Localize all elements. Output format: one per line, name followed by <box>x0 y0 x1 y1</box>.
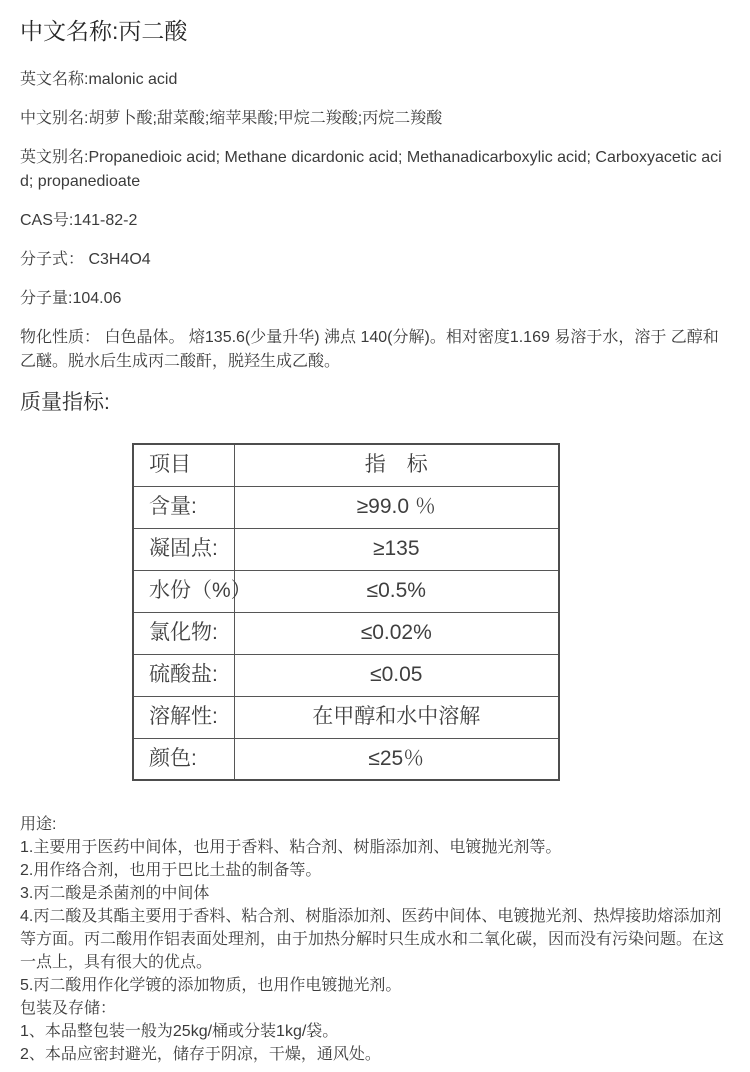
storage-item: 1、本品整包装一般为25kg/桶或分装1kg/袋。 <box>20 1023 339 1040</box>
table-header-spec: 指 标 <box>234 444 559 486</box>
row-value: ≤0.02% <box>234 612 559 654</box>
row-value: ≤25％ <box>234 738 559 780</box>
row-value: ≥99.0 ％ <box>234 486 559 528</box>
table-row-color <box>133 738 559 780</box>
table-row-content <box>133 486 559 528</box>
info-english-alias: 英文别名:Propanedioic acid; Methane dicardonic acid; Methanadicarboxylic acid; Carboxyacetic acid; propanedioate <box>20 149 722 190</box>
quality-indicator-table <box>132 443 560 781</box>
page-title: 中文名称:丙二酸 <box>20 18 188 44</box>
table-row-chloride <box>133 612 559 654</box>
usage-item: 5.丙二酸用作化学镀的添加物质，也用作电镀抛光剂。 <box>20 977 402 994</box>
info-english-name: 英文名称:malonic acid <box>20 71 178 88</box>
storage-heading: 包装及存储： <box>20 1000 117 1017</box>
table-row-solubility <box>133 696 559 738</box>
storage-section <box>20 997 730 1066</box>
row-label: 氯化物: <box>133 612 234 654</box>
info-molecular-weight: 分子量:104.06 <box>20 290 122 307</box>
usage-section <box>20 813 730 997</box>
info-chinese-alias: 中文别名:胡萝卜酸;甜菜酸;缩苹果酸;甲烷二羧酸;丙烷二羧酸 <box>20 110 443 127</box>
quality-section-heading: 质量指标: <box>20 391 110 414</box>
info-cas-number: CAS号:141-82-2 <box>20 212 138 229</box>
row-value: ≤0.5% <box>234 570 559 612</box>
info-molecular-formula: 分子式： C3H4O4 <box>20 251 151 268</box>
row-label: 溶解性: <box>133 696 234 738</box>
row-label: 水份（%） <box>133 570 234 612</box>
usage-item: 2.用作络合剂，也用于巴比土盐的制备等。 <box>20 862 322 879</box>
row-value: ≤0.05 <box>234 654 559 696</box>
row-label: 颜色: <box>133 738 234 780</box>
table-header-row <box>133 444 559 486</box>
row-label: 凝固点: <box>133 528 234 570</box>
table-header-item: 项目 <box>133 444 234 486</box>
storage-item: 2、本品应密封避光，储存于阴凉，干燥，通风处。 <box>20 1046 381 1063</box>
usage-heading: 用途: <box>20 816 57 833</box>
row-label: 含量: <box>133 486 234 528</box>
row-value: ≥135 <box>234 528 559 570</box>
table-row-freezing-point <box>133 528 559 570</box>
usage-item: 1.主要用于医药中间体，也用于香料、粘合剂、树脂添加剂、电镀抛光剂等。 <box>20 839 562 856</box>
table-row-sulfate <box>133 654 559 696</box>
table-row-moisture <box>133 570 559 612</box>
info-physical-properties: 物化性质： 白色晶体。 熔135.6(少量升华) 沸点 140(分解)。相对密度1.169 易溶于水，溶于 乙醇和乙醚。脱水后生成丙二酸酐，脱羟生成乙酸。 <box>20 329 719 370</box>
usage-item: 4.丙二酸及其酯主要用于香料、粘合剂、树脂添加剂、医药中间体、电镀抛光剂、热焊接助熔添加剂等方面。丙二酸用作铝表面处理剂，由于加热分解时只生成水和二氧化碳，因而没有污染问题。在这一点上，具有很大的优点。 <box>20 908 725 971</box>
row-label: 硫酸盐: <box>133 654 234 696</box>
usage-item: 3.丙二酸是杀菌剂的中间体 <box>20 885 210 902</box>
row-value: 在甲醇和水中溶解 <box>234 696 559 738</box>
